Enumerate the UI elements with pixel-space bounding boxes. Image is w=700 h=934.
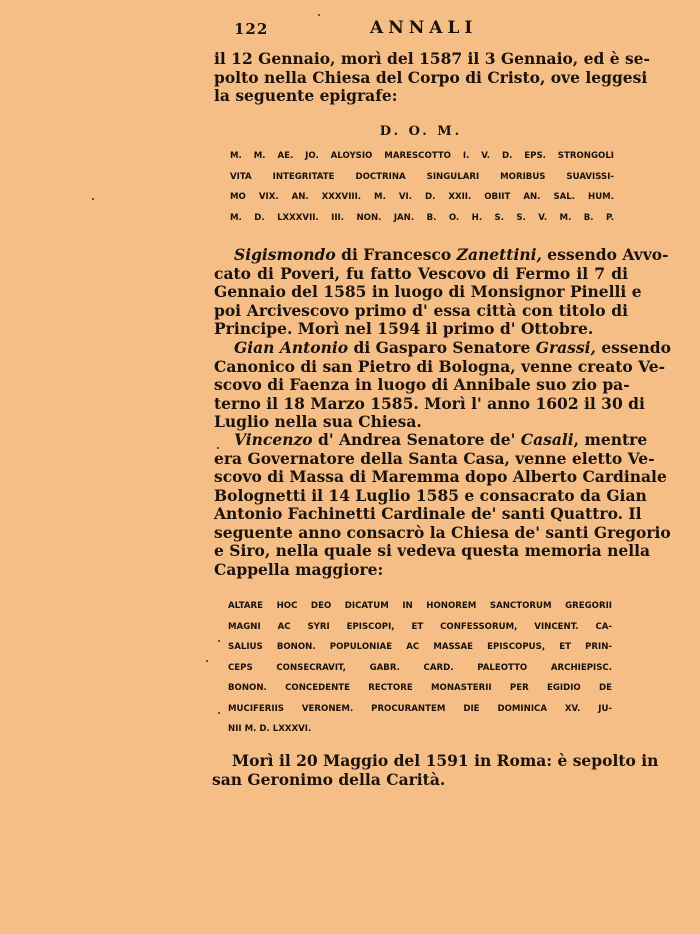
text-line: e Siro, nella quale si vedeva questa memoria nella xyxy=(214,541,651,560)
text-line: poi Arcivescovo primo d' essa città con titolo di xyxy=(214,300,628,320)
epigraph-line: ALTARE HOC DEO DICATUM IN HONOREM SANCTORUM GREGORII xyxy=(228,601,612,611)
epigraph-marescotto xyxy=(230,146,614,228)
paper-speck xyxy=(92,198,94,200)
page-number: 122 xyxy=(234,20,269,38)
text-line: il 12 Gennaio, morì del 1587 il 3 Gennaio, ed è se- xyxy=(214,49,650,68)
epigraph-line: MO VIX. AN. XXXVIII. M. VI. D. XXII. OBIIT AN. SAL. HUM. xyxy=(230,192,614,202)
text-fragment: d' Andrea Senatore de' xyxy=(312,430,521,449)
text-fragment: di Francesco xyxy=(335,245,457,264)
text-line: seguente anno consacrò la Chiesa de' santi Gregorio xyxy=(214,522,671,542)
text-line: Cappella maggiore: xyxy=(214,559,384,579)
text-fragment: , mentre xyxy=(573,430,648,449)
epigraph-altar xyxy=(228,596,612,740)
paper-speck xyxy=(218,640,220,642)
epigraph-line: SALIUS BONON. POPULONIAE AC MASSAE EPISCOPUS, ET PRIN- xyxy=(228,642,612,652)
running-title: ANNALI xyxy=(370,18,478,38)
epigraph-heading: D. O. M. xyxy=(379,124,463,139)
closing-paragraph xyxy=(212,751,659,789)
text-line: polto nella Chiesa del Corpo di Cristo, ove leggesi xyxy=(214,67,648,87)
text-line: Morì il 20 Maggio del 1591 in Roma: è sepolto in xyxy=(232,751,659,770)
text-fragment: essendo xyxy=(595,338,671,357)
text-line: cato di Poveri, fu fatto Vescovo di Fermo il 7 di xyxy=(214,263,628,283)
running-head xyxy=(234,18,634,40)
epigraph-line: MUCIFERIIS VERONEM. PROCURANTEM DIE DOMINICA XV. JU- xyxy=(228,703,612,714)
paper-speck xyxy=(218,712,220,714)
paper-speck xyxy=(217,447,219,449)
text-line: la seguente epigrafe: xyxy=(214,86,398,105)
text-line: era Governatore della Santa Casa, venne eletto Ve- xyxy=(214,448,655,468)
person-name: Vincenzo xyxy=(234,430,313,449)
epigraph-line: VITA INTEGRITATE DOCTRINA SINGULARI MORIBUS SUAVISSI- xyxy=(230,171,614,182)
intro-paragraph xyxy=(214,49,650,106)
paragraph-gian-antonio xyxy=(214,338,671,432)
text-line: Bolognetti il 14 Luglio 1585 e consacrato da Gian xyxy=(214,485,647,505)
text-line: Gennaio del 1585 in luogo di Monsignor Pinelli e xyxy=(214,282,642,301)
text-fragment: di Gasparo Senatore xyxy=(348,338,536,357)
text-line xyxy=(214,245,669,265)
text-line: scovo di Massa di Maremma dopo Alberto Cardinale xyxy=(214,467,667,486)
text-line: Luglio nella sua Chiesa. xyxy=(214,412,422,431)
person-surname: Casali xyxy=(520,430,574,449)
person-name: Gian Antonio xyxy=(234,338,349,357)
epigraph-line: M. M. AE. JO. ALOYSIO MARESCOTTO I. V. D. EPS. STRONGOLI xyxy=(230,151,614,161)
epigraph-line: NII M. D. LXXXVI. xyxy=(228,724,312,734)
person-surname: Grassi, xyxy=(535,338,596,357)
text-line: Antonio Fachinetti Cardinale de' santi Quattro. Il xyxy=(214,504,642,523)
epigraph-line: CEPS CONSECRAVIT, GABR. CARD. PALEOTTO ARCHIEPISC. xyxy=(228,662,612,673)
text-line: san Geronimo della Carità. xyxy=(212,769,446,789)
epigraph-line: MAGNI AC SYRI EPISCOPI, ET CONFESSORUM, VINCENT. CA- xyxy=(228,621,612,632)
text-line: Canonico di san Pietro di Bologna, venne creato Ve- xyxy=(214,356,666,376)
epigraph-line: M. D. LXXXVII. III. NON. JAN. B. O. H. S. S. V. M. B. P. xyxy=(230,212,614,223)
paragraph-sigismondo xyxy=(214,245,669,339)
text-line: Principe. Morì nel 1594 il primo d' Ottobre. xyxy=(214,319,594,338)
text-fragment: essendo Avvo- xyxy=(541,245,669,264)
paper-speck xyxy=(318,14,320,16)
paper-speck xyxy=(206,660,208,662)
paragraph-vincenzo xyxy=(214,430,671,579)
text-line: terno il 18 Marzo 1585. Morì l' anno 1602 il 30 di xyxy=(214,393,645,413)
text-line xyxy=(214,430,648,450)
text-line: scovo di Faenza in luogo di Annibale suo zio pa- xyxy=(214,375,630,394)
text-line xyxy=(214,338,671,358)
person-surname: Zanettini, xyxy=(456,245,542,264)
person-name: Sigismondo xyxy=(234,245,336,264)
epigraph-line: BONON. CONCEDENTE RECTORE MONASTERII PER EGIDIO DE xyxy=(228,683,612,693)
